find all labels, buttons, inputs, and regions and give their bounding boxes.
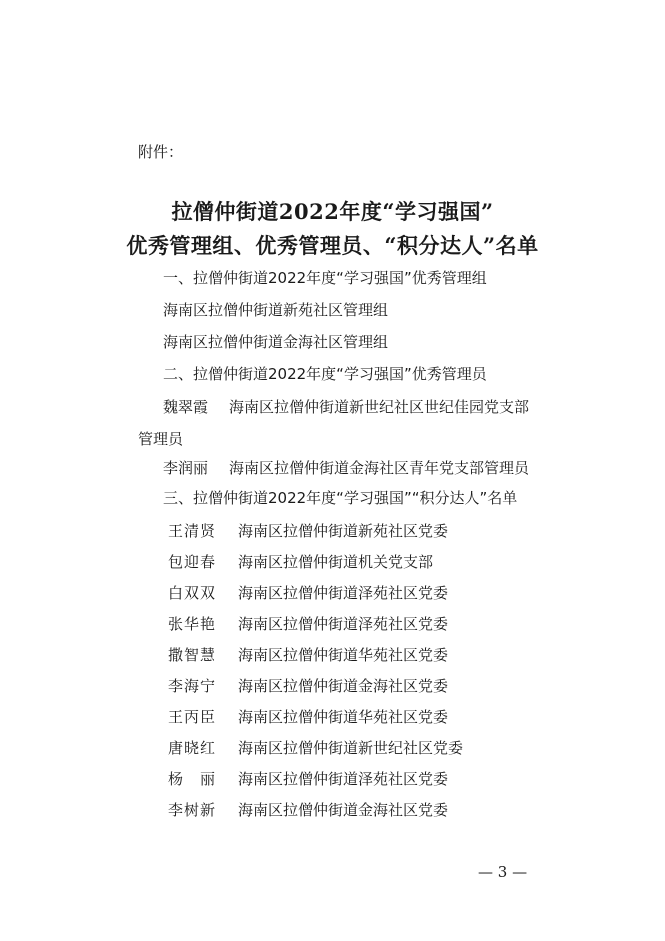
list-item bbox=[163, 396, 529, 417]
person-name: 李海宁 bbox=[168, 677, 217, 695]
list-item bbox=[168, 551, 433, 572]
list-item bbox=[168, 737, 463, 758]
list-item bbox=[168, 644, 448, 665]
title-line-2: 优秀管理组、优秀管理员、“积分达人”名单 bbox=[126, 233, 539, 258]
person-unit: 海南区拉僧仲街道新世纪社区党委 bbox=[238, 739, 464, 757]
person-unit: 海南区拉僧仲街道泽苑社区党委 bbox=[238, 615, 449, 633]
person-unit: 海南区拉僧仲街道新苑社区党委 bbox=[238, 522, 449, 540]
person-unit: 海南区拉僧仲街道泽苑社区党委 bbox=[238, 584, 449, 602]
person-name: 唐晓红 bbox=[168, 739, 217, 757]
list-item bbox=[168, 520, 448, 541]
section-2-heading: 二、拉僧仲街道2022年度“学习强国”优秀管理员 bbox=[163, 365, 487, 383]
list-item bbox=[168, 582, 448, 603]
person-unit: 海南区拉僧仲街道华苑社区党委 bbox=[238, 708, 449, 726]
person-name: 包迎春 bbox=[168, 553, 217, 571]
person-unit: 海南区拉僧仲街道金海社区党委 bbox=[238, 801, 449, 819]
person-name: 李润丽 bbox=[163, 459, 209, 477]
person-name: 魏翠霞 bbox=[163, 398, 209, 416]
section-3-heading: 三、拉僧仲街道2022年度“学习强国”“积分达人”名单 bbox=[163, 489, 518, 507]
person-name: 李树新 bbox=[168, 801, 217, 819]
person-name: 杨 丽 bbox=[168, 770, 217, 788]
person-unit: 海南区拉僧仲街道泽苑社区党委 bbox=[238, 770, 449, 788]
attachment-label: 附件： bbox=[138, 143, 184, 161]
list-item: 海南区拉僧仲街道新苑社区管理组 bbox=[163, 301, 389, 319]
person-name: 王清贤 bbox=[168, 522, 217, 540]
person-unit: 海南区拉僧仲街道华苑社区党委 bbox=[238, 646, 449, 664]
person-unit-continued: 管理员 bbox=[138, 430, 184, 448]
person-name: 白双双 bbox=[168, 584, 217, 602]
person-unit: 海南区拉僧仲街道金海社区青年党支部管理员 bbox=[229, 459, 530, 477]
page-number: — 3 — bbox=[478, 863, 528, 881]
person-unit: 海南区拉僧仲街道新世纪社区世纪佳园党支部 bbox=[229, 398, 530, 416]
list-item bbox=[168, 799, 448, 820]
person-unit: 海南区拉僧仲街道金海社区党委 bbox=[238, 677, 449, 695]
list-item bbox=[168, 675, 448, 696]
list-item bbox=[168, 613, 448, 634]
list-item: 海南区拉僧仲街道金海社区管理组 bbox=[163, 333, 389, 351]
title-line-1: 拉僧仲街道2022年度“学习强国” bbox=[171, 199, 494, 224]
person-unit: 海南区拉僧仲街道机关党支部 bbox=[238, 553, 434, 571]
list-item bbox=[168, 768, 448, 789]
person-name: 张华艳 bbox=[168, 615, 217, 633]
person-name: 王丙臣 bbox=[168, 708, 217, 726]
section-1-heading: 一、拉僧仲街道2022年度“学习强国”优秀管理组 bbox=[163, 269, 487, 287]
list-item bbox=[163, 457, 529, 478]
person-name: 撒智慧 bbox=[168, 646, 217, 664]
list-item bbox=[168, 706, 448, 727]
